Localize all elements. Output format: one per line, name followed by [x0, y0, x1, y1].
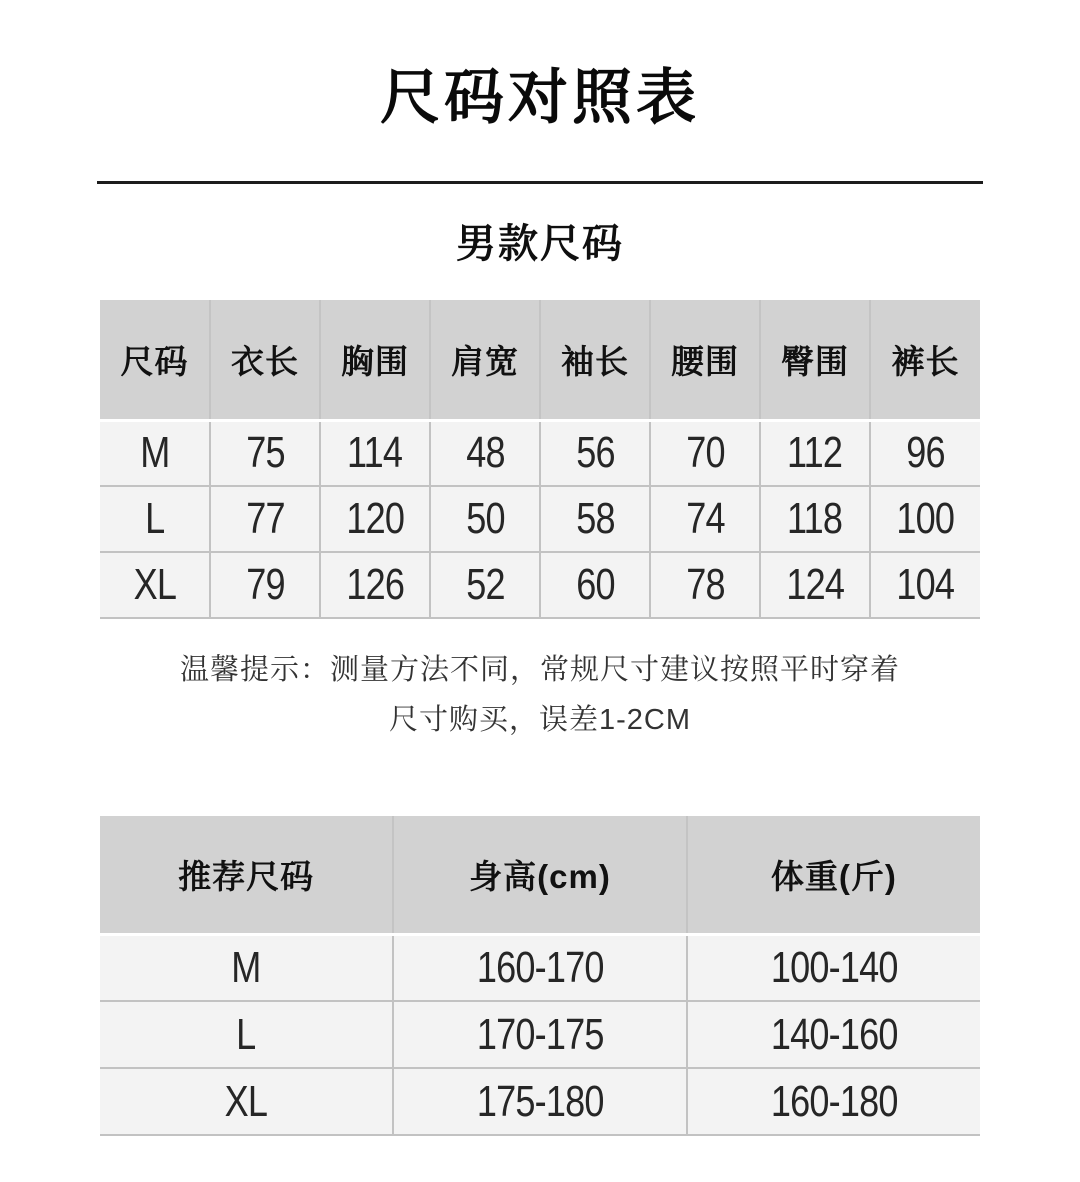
section-title-mens: 男款尺码 [456, 222, 624, 266]
data-cell [393, 1001, 686, 1068]
data-cell-value: L [144, 494, 165, 543]
mens-size-table [100, 300, 980, 619]
table-row [100, 552, 980, 618]
data-cell-value: 126 [346, 560, 404, 609]
data-cell [320, 486, 430, 552]
column-header-label: 体重(斤) [770, 857, 897, 895]
column-header [393, 816, 686, 934]
data-cell [210, 552, 320, 618]
data-cell [687, 1068, 980, 1135]
column-header [430, 300, 540, 420]
data-cell [100, 1001, 393, 1068]
column-header [650, 300, 760, 420]
data-cell-value: M [231, 942, 261, 992]
table-row [100, 934, 980, 1001]
data-cell [540, 486, 650, 552]
column-header [540, 300, 650, 420]
column-header [210, 300, 320, 420]
table-row [100, 486, 980, 552]
data-cell-value: 60 [575, 560, 615, 609]
data-cell-value: 100-140 [770, 942, 898, 992]
data-cell [687, 1001, 980, 1068]
data-cell [760, 486, 870, 552]
table-row [100, 1068, 980, 1135]
data-cell [210, 420, 320, 486]
data-cell [870, 486, 980, 552]
data-cell-value: 124 [786, 560, 844, 609]
data-cell-value: 70 [685, 428, 725, 478]
data-cell-value: 79 [245, 560, 285, 609]
recommend-size-table [100, 816, 980, 1136]
data-cell [100, 552, 210, 618]
data-cell-value: 160-180 [770, 1076, 898, 1126]
data-cell [100, 1068, 393, 1135]
data-cell [760, 552, 870, 618]
data-cell-value: XL [224, 1076, 268, 1126]
header-row [100, 300, 980, 420]
data-cell-value: 170-175 [476, 1009, 604, 1059]
column-header [100, 816, 393, 934]
note-line-1: 温馨提示：测量方法不同，常规尺寸建议按照平时穿着 [179, 654, 900, 686]
data-cell [100, 934, 393, 1001]
column-header-label: 肩宽 [451, 342, 519, 380]
data-cell [687, 934, 980, 1001]
column-header-label: 尺码 [120, 342, 189, 380]
data-cell [870, 552, 980, 618]
data-cell [540, 420, 650, 486]
data-cell-value: 96 [906, 428, 945, 478]
data-cell-value: 74 [685, 494, 725, 543]
data-cell-value: 160-170 [476, 942, 604, 992]
data-cell [540, 552, 650, 618]
data-cell-value: 112 [787, 428, 843, 478]
data-cell [760, 420, 870, 486]
data-cell [100, 486, 210, 552]
size-note [0, 645, 1080, 745]
data-cell-value: 78 [685, 560, 725, 609]
data-cell-value: XL [133, 560, 176, 609]
data-cell [100, 420, 210, 486]
data-cell [210, 486, 320, 552]
table-row [100, 420, 980, 486]
data-cell-value: 104 [896, 560, 955, 609]
data-cell [393, 934, 686, 1001]
data-cell-value: 77 [245, 494, 285, 543]
column-header-label: 推荐尺码 [178, 857, 315, 895]
data-cell-value: 175-180 [476, 1076, 604, 1126]
column-header [320, 300, 430, 420]
data-cell-value: 52 [465, 560, 505, 609]
column-header [687, 816, 980, 934]
data-cell-value: 50 [465, 494, 505, 543]
data-cell-value: 56 [575, 428, 615, 478]
column-header-label: 袖长 [561, 342, 629, 380]
column-header [100, 300, 210, 420]
column-header-label: 衣长 [231, 342, 299, 380]
data-cell [430, 486, 540, 552]
data-cell-value: M [139, 428, 170, 478]
data-cell [650, 486, 760, 552]
data-cell-value: 118 [787, 494, 843, 543]
table-row [100, 1001, 980, 1068]
data-cell-value: 58 [575, 494, 615, 543]
column-header-label: 臀围 [781, 342, 849, 380]
data-cell [870, 420, 980, 486]
data-cell [393, 1068, 686, 1135]
column-header-label: 胸围 [341, 342, 409, 380]
data-cell-value: 75 [245, 428, 285, 478]
page-title: 尺码对照表 [380, 64, 700, 131]
data-cell-value: 140-160 [770, 1009, 898, 1059]
data-cell-value: 100 [896, 494, 955, 543]
data-cell-value: 114 [347, 428, 403, 478]
data-cell [430, 552, 540, 618]
column-header [760, 300, 870, 420]
data-cell [650, 420, 760, 486]
data-cell [650, 552, 760, 618]
note-line-2: 尺寸购买，误差1-2CM [388, 704, 691, 736]
data-cell-value: 120 [346, 494, 404, 543]
data-cell-value: 48 [465, 428, 505, 478]
header-row [100, 816, 980, 934]
data-cell-value: L [236, 1009, 256, 1059]
title-divider [97, 181, 983, 184]
column-header-label: 腰围 [671, 342, 739, 380]
column-header [870, 300, 980, 420]
data-cell [320, 420, 430, 486]
column-header-label: 裤长 [891, 342, 960, 380]
column-header-label: 身高(cm) [469, 857, 611, 895]
data-cell [430, 420, 540, 486]
data-cell [320, 552, 430, 618]
